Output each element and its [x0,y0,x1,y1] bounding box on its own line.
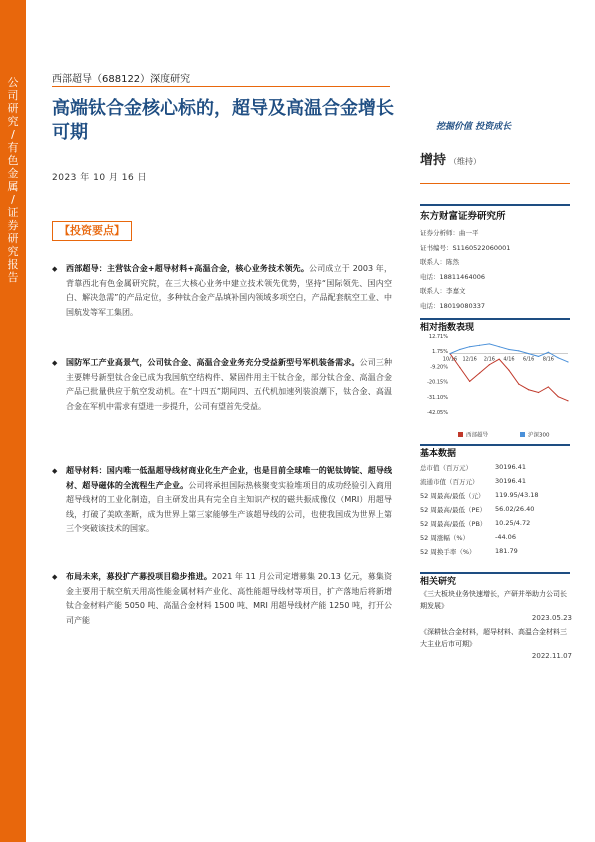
analyst-line: 联系人：陈然 [420,258,459,266]
series-point [538,392,539,393]
series-point [459,367,460,368]
basic-row [420,502,575,516]
x-tick-label: 12/16 [462,356,477,363]
series-point [518,350,519,351]
series-point [508,349,509,350]
sidebar-char: 金 [7,167,19,180]
keypoints-title-box [52,221,132,241]
analyst-line: 证书编号：S1160522060001 [420,243,511,252]
keypoint-lead: 西部超导：主营钛合金+超导材料+高温合金，核心业务技术领先。 [66,264,310,273]
sidebar-char: / [11,128,15,141]
keypoint-item [52,464,392,537]
diamond-bullet-icon: ◆ [52,359,58,367]
sidebar-char: 公 [7,76,19,89]
basic-label: 总市值（百万元） [420,463,472,472]
related-item-text: 《三大板块业务快速增长，产研并举助力公司长期发展》 [420,590,567,610]
keypoints-title: 【投资要点】 [59,224,125,237]
series-point [538,356,539,357]
y-tick-label: -20.15% [427,379,448,386]
series-point [548,352,549,353]
sidebar-text [4,76,22,284]
basic-data-table [420,460,575,558]
keypoint-item [52,356,392,414]
keypoint-lead: 超导材料：国内唯一低温超导线材商业化生产企业，也是目前全球唯一的铌钛铸锭、超导线材、超导磁体的全流程生产企业。 [66,466,392,490]
basic-data-title: 基本数据 [420,449,457,459]
basic-label: 52 周最高/最低（元） [420,491,485,500]
series-point [449,353,450,354]
legend-label: 西部超导 [466,432,489,439]
sidebar-char: 色 [7,154,19,167]
report-subtitle: 西部超导（688122）深度研究 [52,74,191,85]
sidebar-char: 报 [7,258,19,271]
basic-value: 30196.41 [495,463,527,471]
rating-divider [420,183,570,184]
basic-label: 52 周最高/最低（PE） [420,505,487,514]
basic-row [420,474,575,488]
related-item-date: 2023.05.23 [531,614,572,622]
series-point [499,346,500,347]
related-item-text: 《深耕钛合金材料，超导材料、高温合金材料三大主业后市可期》 [420,628,567,648]
series-point [528,353,529,354]
analyst-line: 证券分析师：曲一平 [420,229,479,237]
basic-label: 52 周换手率（%） [420,547,476,556]
y-tick-label: -9.20% [430,364,448,371]
related-research [420,588,572,664]
related-item-date: 2022.11.07 [531,652,572,660]
series-point [518,384,519,385]
keypoint-item [52,570,392,628]
series-point [489,343,490,344]
x-tick-label: 2/16 [483,356,495,363]
basic-value: 10.25/4.72 [495,519,531,527]
related-item[interactable] [420,588,572,624]
series-point [489,364,490,365]
sidebar-char: 有 [7,141,19,154]
series-point [469,381,470,382]
sidebar-char: 司 [7,89,19,102]
sidebar-char: 证 [7,206,19,219]
institution-divider [420,204,570,206]
series-point [558,396,559,397]
series-point [499,359,500,360]
basic-label: 流通市值（百万元） [420,477,479,486]
basic-label: 52 周涨幅（%） [420,533,470,542]
diamond-bullet-icon: ◆ [52,265,58,273]
basic-row [420,530,575,544]
related-item[interactable] [420,626,572,662]
rating [420,149,481,168]
report-title: 高端钛合金核心标的，超导及高温合金增长可期 [52,98,394,143]
analyst-info [420,228,580,315]
keypoint-item [52,262,392,320]
basic-row [420,460,575,474]
series-point [508,370,509,371]
basic-row [420,488,575,502]
basic-label: 52 周最高/最低（PB） [420,519,487,528]
keypoint-lead: 国防军工产业高景气，公司钛合金、高温合金业务充分受益新型号军机装备需求。 [66,358,360,367]
keypoint-lead: 布局未来，募投扩产募投项目稳步推进。 [66,572,212,581]
series-point [548,386,549,387]
series-point [479,372,480,373]
relative-index-title: 相对指数表现 [420,323,475,333]
sidebar-char: 研 [7,232,19,245]
institution-name: 东方财富证券研究所 [420,211,506,222]
slogan: 挖掘价值 投资成长 [436,122,512,132]
basic-value: 181.79 [495,547,518,555]
sidebar-char: 究 [7,115,19,128]
y-tick-label: -42.05% [427,410,448,416]
sidebar-char: / [11,193,15,206]
sidebar [0,0,26,842]
series-point [528,389,529,390]
series-point [567,400,568,401]
basic-value: 56.02/26.40 [495,505,535,513]
legend-label: 沪深300 [528,432,550,439]
sidebar-char: 告 [7,271,19,284]
diamond-bullet-icon: ◆ [52,573,58,581]
basic-row [420,544,575,558]
basic-value: 119.95/43.18 [495,491,539,499]
rating-sub: （维持） [449,157,482,166]
basic-value: -44.06 [495,533,516,541]
basic-value: 30196.41 [495,477,527,485]
series-point [567,361,568,362]
analyst-line: 联系人：李嘉文 [420,287,466,295]
sidebar-char: 研 [7,102,19,115]
diamond-bullet-icon: ◆ [52,467,58,475]
sidebar-char: 券 [7,219,19,232]
keypoint-text: 公司将承担国际热核聚变实验堆项目的成功经验引入商用超导线材的工业化制造，自主研发出具有完全自主知识产权的磁共振成像仪（MRI）用超导线，打破了美欧垄断，成为世界上第三家能够生产该超导线的公司，也使我国成为世界上第三个突破该技术的国家。 [66,480,393,533]
header-divider [52,86,390,87]
keypoint-text: 公司三种主要牌号新型钛合金已成为我国航空结构件、紧固件用主干钛合金，部分钛合金、高温合金产品已批量供应于航空发动机。在“十四五”期间四、五代机加速列装浪潮下，钛合金、高温合金在军机中需求有望进一步提升，公司有望首先受益。 [66,358,393,411]
rating-main: 增持 [420,153,447,168]
x-tick-label: 8/16 [542,356,554,363]
basic-row [420,516,575,530]
y-tick-label: -31.10% [427,394,448,401]
keypoint-text: 2021 年 11 月公司定增募集 20.13 亿元，募集资金主要用于航空航天用高性能金属材料产业化、高性能超导线材等项目，扩产落地后将新增钛合金材料产能 5050 吨、高温合金材料 1500 吨、MRI 用超导线材产能 1250 吨，打开公司产能 [66,572,392,625]
series-point [459,349,460,350]
legend-swatch [458,432,463,437]
series-point [558,357,559,358]
series-point [479,345,480,346]
relative-index-chart [418,330,578,450]
report-date: 2023 年 10 月 16 日 [52,173,148,183]
x-tick-label: 6/16 [523,356,535,363]
keypoint-text: 公司成立于 2003 年，背靠西北有色金属研究院，在三大核心业务中建立技术领先优势，坚持“国际领先、国内空白、解决急需”的产品定位，多种钛合金产品填补国内领域多项空白，产品配套航空工业、中国航发等军工集团。 [66,264,392,317]
legend-swatch [520,432,525,437]
x-tick-label: 4/16 [503,356,515,363]
x-tick-label: 10/16 [442,356,458,363]
sidebar-char: 属 [7,180,19,193]
sidebar-char: 究 [7,245,19,258]
analyst-line: 电话：18811464006 [420,272,485,281]
y-tick-label: 1.75% [432,349,448,356]
analyst-line: 电话：18019080337 [420,301,485,310]
y-tick-label: 12.71% [428,334,448,340]
series-point [469,346,470,347]
related-title: 相关研究 [420,577,457,587]
